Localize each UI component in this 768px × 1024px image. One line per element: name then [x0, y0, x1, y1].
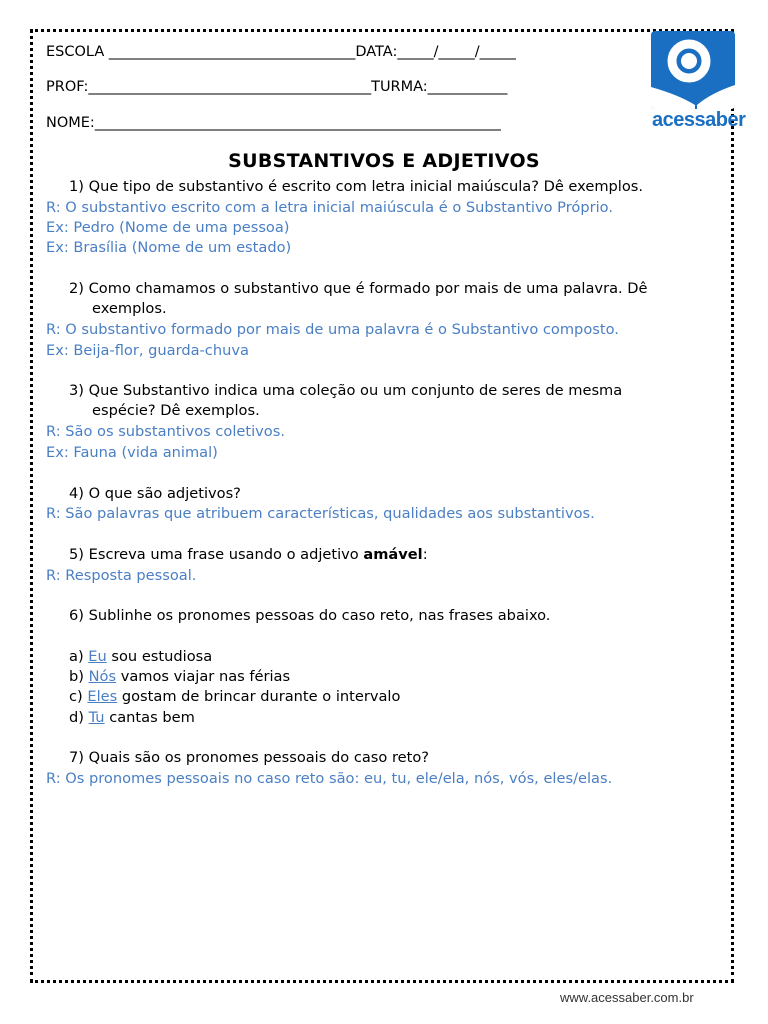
question-5-text: 5) Escreva uma frase usando o adjetivo — [69, 546, 364, 563]
item-text: vamos viajar nas férias — [116, 668, 291, 685]
item-text: gostam de brincar durante o intervalo — [117, 688, 401, 705]
underlined-pronoun: Tu — [88, 709, 105, 726]
question-2: 2) Como chamamos o substantivo que é formado por mais de uma palavra. Dê — [69, 280, 648, 297]
item-text: sou estudiosa — [106, 648, 213, 665]
page-title: SUBSTANTIVOS E ADJETIVOS — [228, 150, 540, 172]
list-item — [69, 708, 195, 728]
acessaber-logo — [651, 31, 746, 131]
logo-text: acessaber — [652, 109, 746, 131]
underlined-pronoun: Nós — [88, 668, 117, 685]
answer-1-example-2: Ex: Brasília (Nome de um estado) — [46, 239, 292, 256]
answer-1: R: O substantivo escrito com a letra inicial maiúscula é o Substantivo Próprio. — [46, 199, 613, 216]
question-7: 7) Quais são os pronomes pessoais do caso reto? — [69, 749, 430, 766]
question-5-bold-word: amável — [363, 546, 423, 563]
nome-line: NOME:________________________________________________________ — [46, 115, 501, 131]
question-1: 1) Que tipo de substantivo é escrito com letra inicial maiúscula? Dê exemplos. — [69, 178, 644, 195]
underlined-pronoun: Eu — [88, 648, 107, 665]
answer-5: R: Resposta pessoal. — [46, 567, 197, 584]
answer-2: R: O substantivo formado por mais de uma palavra é o Substantivo composto. — [46, 321, 619, 338]
question-5 — [69, 545, 428, 565]
footer-url: www.acessaber.com.br — [560, 990, 694, 1005]
question-6: 6) Sublinhe os pronomes pessoas do caso reto, nas frases abaixo. — [69, 607, 551, 624]
underlined-pronoun: Eles — [87, 688, 118, 705]
item-letter: a) — [69, 648, 84, 665]
answer-4: R: São palavras que atribuem características, qualidades aos substantivos. — [46, 505, 595, 522]
answer-3-example: Ex: Fauna (vida animal) — [46, 444, 218, 461]
question-2-continued: exemplos. — [92, 300, 167, 317]
question-3: 3) Que Substantivo indica uma coleção ou um conjunto de seres de mesma — [69, 382, 623, 399]
item-letter: c) — [69, 688, 83, 705]
list-item — [69, 647, 212, 667]
item-letter: b) — [69, 668, 84, 685]
answer-1-example-1: Ex: Pedro (Nome de uma pessoa) — [46, 219, 290, 236]
answer-2-example: Ex: Beija-flor, guarda-chuva — [46, 342, 249, 359]
logo-icon — [651, 31, 735, 109]
item-letter: d) — [69, 709, 84, 726]
question-5-colon: : — [422, 546, 428, 563]
item-text: cantas bem — [104, 709, 195, 726]
prof-turma-line: PROF:_______________________________________TURMA:___________ — [46, 79, 508, 95]
question-4: 4) O que são adjetivos? — [69, 485, 241, 502]
list-item — [69, 687, 400, 707]
answer-3: R: São os substantivos coletivos. — [46, 423, 285, 440]
escola-data-line: ESCOLA __________________________________DATA:_____/_____/_____ — [46, 44, 516, 60]
question-3-continued: espécie? Dê exemplos. — [92, 402, 260, 419]
answer-7: R: Os pronomes pessoais no caso reto são: eu, tu, ele/ela, nós, vós, eles/elas. — [46, 770, 613, 787]
list-item — [69, 667, 290, 687]
